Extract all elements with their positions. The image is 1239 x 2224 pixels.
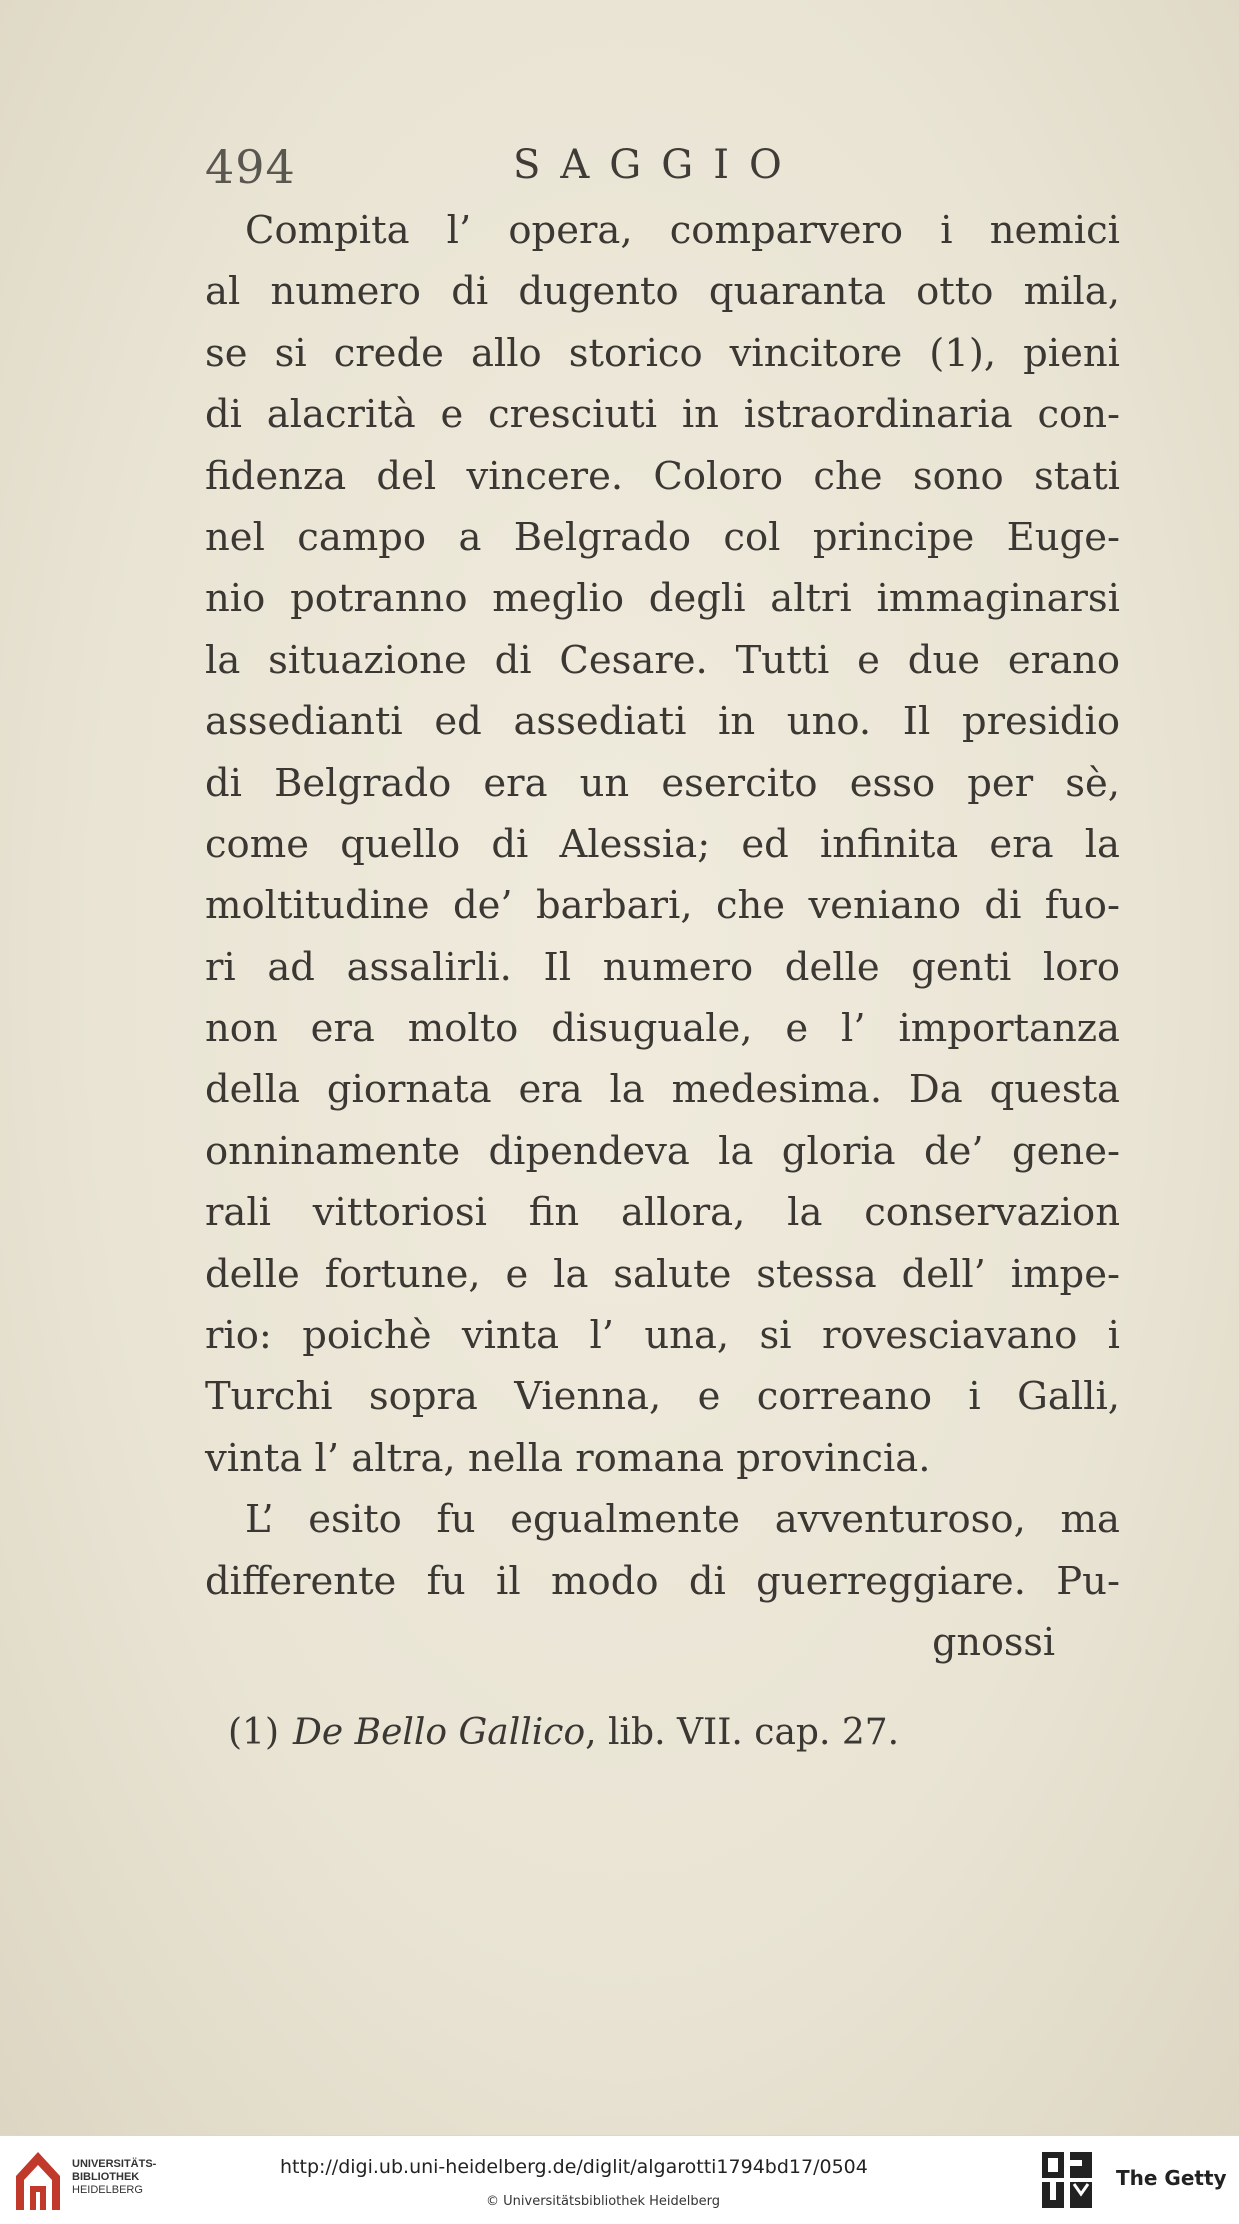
text-line: la situazione di Cesare. Tutti e due erano bbox=[205, 637, 1120, 683]
library-name-line1: UNIVERSITÄTS- bbox=[72, 2158, 157, 2170]
copyright-notice: © Universitätsbibliothek Heidelberg bbox=[486, 2194, 721, 2209]
text-line: L’ esito fu egualmente avventuroso, ma bbox=[245, 1497, 1120, 1543]
text-line: Compita l’ opera, comparvero i nemici bbox=[245, 208, 1120, 253]
text-line: al numero di dugento quaranta otto mila, bbox=[205, 269, 1120, 315]
text-line: delle fortune, e la salute stessa dell’ impe- bbox=[205, 1251, 1120, 1297]
footnote bbox=[228, 1712, 899, 1753]
text-line: vinta l’ altra, nella romana provincia. bbox=[205, 1435, 931, 1481]
text-line: di Belgrado era un esercito esso per sè, bbox=[205, 760, 1120, 806]
text-line: moltitudine de’ barbari, che veniano di fuo- bbox=[205, 883, 1120, 929]
text-line: onninamente dipendeva la gloria de’ gene- bbox=[205, 1128, 1120, 1174]
text-line: ri ad assalirli. Il numero delle genti loro bbox=[205, 944, 1120, 990]
library-name bbox=[72, 2158, 156, 2197]
footnote-title: De Bello Gallico bbox=[293, 1712, 586, 1753]
library-name-line2: BIBLIOTHEK bbox=[72, 2171, 140, 2183]
running-head bbox=[205, 140, 1059, 200]
running-title: SAGGIO bbox=[513, 142, 802, 188]
getty-logo-icon[interactable] bbox=[1040, 2150, 1096, 2212]
text-line: nio potranno meglio degli altri immaginarsi bbox=[205, 576, 1120, 622]
university-library-logo-icon[interactable] bbox=[12, 2148, 64, 2214]
permalink-url[interactable]: http://digi.ub.uni-heidelberg.de/diglit/algarotti1794bd17/0504 bbox=[280, 2156, 868, 2178]
text-line: come quello di Alessia; ed infinita era la bbox=[205, 821, 1120, 867]
text-line: non era molto disuguale, e l’ importanza bbox=[205, 1006, 1120, 1052]
library-name-line3: HEIDELBERG bbox=[72, 2184, 143, 2196]
text-line: fidenza del vincere. Coloro che sono stati bbox=[205, 453, 1120, 499]
footnote-marker: (1) bbox=[228, 1712, 279, 1753]
text-line: se si crede allo storico vincitore (1), pieni bbox=[205, 330, 1120, 376]
text-line: differente fu il modo di guerreggiare. Pu- bbox=[205, 1558, 1120, 1604]
text-line: Turchi sopra Vienna, e correano i Galli, bbox=[205, 1374, 1120, 1420]
text-line: assedianti ed assediati in uno. Il presidio bbox=[205, 699, 1120, 745]
catchword: gnossi bbox=[932, 1620, 1055, 1664]
body-text bbox=[205, 200, 1120, 1612]
partner-name: The Getty bbox=[1116, 2166, 1227, 2190]
footer-bar bbox=[0, 2135, 1239, 2224]
text-line: rio: poichè vinta l’ una, si rovesciavano i bbox=[205, 1313, 1120, 1359]
text-line: della giornata era la medesima. Da questa bbox=[205, 1067, 1120, 1113]
page-number: 494 bbox=[205, 140, 296, 194]
footnote-reference: , lib. VII. cap. 27. bbox=[585, 1712, 900, 1753]
text-line: nel campo a Belgrado col principe Euge- bbox=[205, 514, 1120, 560]
text-line: rali vittoriosi fin allora, la conservazion bbox=[205, 1190, 1120, 1236]
text-line: di alacrità e cresciuti in istraordinaria con- bbox=[205, 392, 1120, 438]
